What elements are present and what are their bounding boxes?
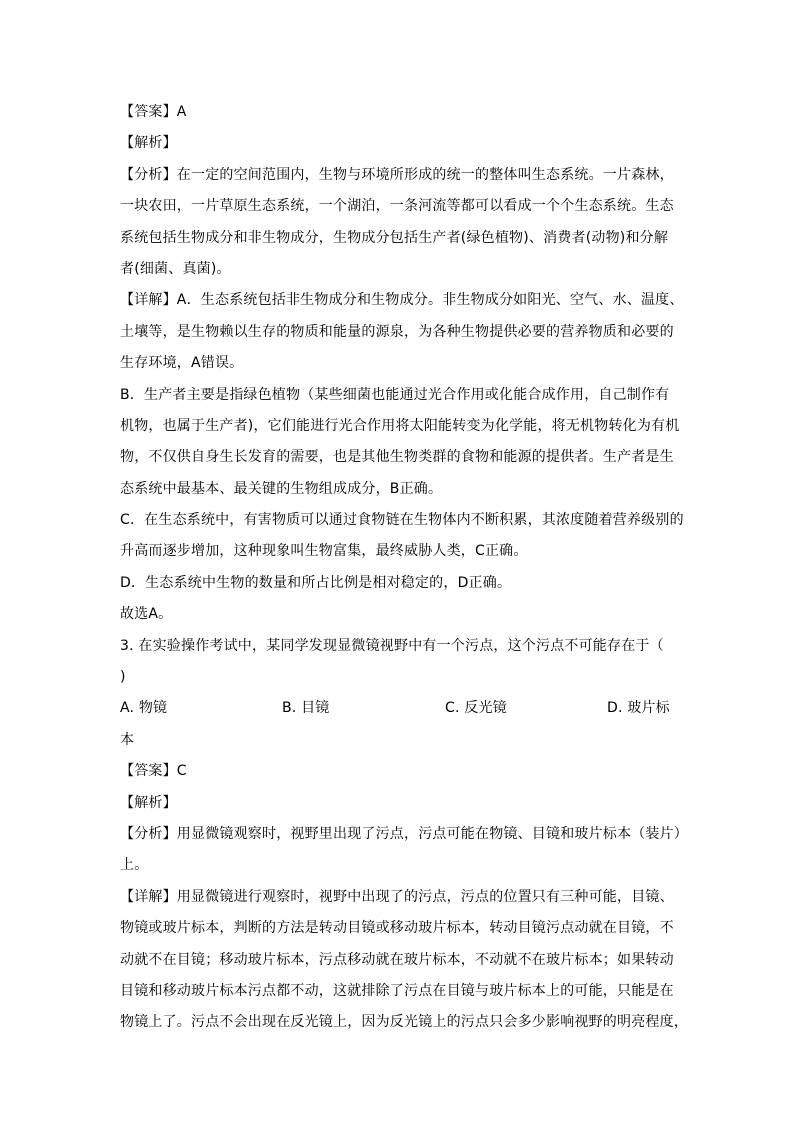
- text-line: 机物，也属于生产者)，它们能进行光合作用将太阳能转变为化学能，将无机物转化为有机: [120, 417, 680, 434]
- text-line: 升高而逐步增加，这种现象叫生物富集，最终威胁人类，C正确。: [120, 543, 528, 560]
- text-line: 目镜和移动玻片标本污点都不动，这就排除了污点在目镜与玻片标本上的可能，只能是在: [120, 982, 674, 999]
- answer-explanation-q2: [120, 97, 690, 693]
- text-line: 【答案】A: [120, 104, 187, 120]
- text-line: 物，不仅供自身生长发育的需要，也是其他生物类群的食物和能源的提供者。生产者是生: [120, 449, 674, 466]
- text-line: 【详解】用显微镜进行观察时，视野中出现了的污点，污点的位置只有三种可能，目镜、: [120, 888, 674, 905]
- answer-explanation-q3: [120, 725, 690, 1039]
- text-line: 物镜或玻片标本，判断的方法是转动目镜或移动玻片标本，转动目镜污点动就在目镜，不: [120, 920, 674, 937]
- text-line: 生存环境，A错误。: [120, 355, 244, 372]
- text-line: 土壤等，是生物赖以生存的物质和能量的源泉，为各种生物提供必要的营养物质和必要的: [120, 323, 674, 340]
- text-line: 物镜上了。污点不会出现在反光镜上，因为反光镜上的污点只会多少影响视野的明亮程度，: [120, 1014, 688, 1031]
- option-a: A. 物镜: [120, 700, 168, 717]
- text-line: 上。: [120, 857, 149, 874]
- document-page: [120, 97, 690, 1039]
- text-line: 【解析】: [120, 794, 177, 811]
- text-line: 态系统中最基本、最关键的生物组成成分，B正确。: [120, 480, 443, 497]
- text-line: 系统包括生物成分和非生物成分，生物成分包括生产者(绿色植物)、消费者(动物)和分解: [120, 229, 669, 246]
- option-c: C. 反光镜: [445, 700, 507, 717]
- text-line: 3. 在实验操作考试中，某同学发现显微镜视野中有一个污点，这个污点不可能存在于（: [120, 637, 664, 654]
- text-line: D．生态系统中生物的数量和所占比例是相对稳定的，D正确。: [120, 574, 512, 591]
- text-line: ): [120, 669, 126, 686]
- text-line: 本: [120, 731, 135, 748]
- text-line: C．在生态系统中，有害物质可以通过食物链在生物体内不断积累，其浓度随着营养级别的: [120, 512, 684, 529]
- option-b: B. 目镜: [282, 700, 330, 717]
- text-line: 一块农田，一片草原生态系统，一个湖泊，一条河流等都可以看成一个个生态系统。生态: [120, 198, 674, 215]
- text-line: 者(细菌、真菌)。: [120, 260, 231, 277]
- text-line: 【分析】用显微镜观察时，视野里出现了污点，污点可能在物镜、目镜和玻片标本（装片）: [120, 825, 688, 842]
- option-d: D. 玻片标: [607, 700, 670, 717]
- text-line: 【解析】: [120, 135, 177, 152]
- text-line: 故选A。: [120, 606, 173, 623]
- text-line: 【答案】C: [120, 763, 187, 780]
- text-line: 【分析】在一定的空间范围内，生物与环境所形成的统一的整体叫生态系统。一片森林，: [120, 166, 674, 183]
- text-line: B．生产者主要是指绿色植物（某些细菌也能通过光合作用或化能合成作用，自己制作有: [120, 386, 670, 403]
- question-3-options: [120, 693, 690, 724]
- text-line: 【详解】A．生态系统包括非生物成分和生物成分。非生物成分如阳光、空气、水、温度、: [120, 292, 684, 309]
- text-line: 动就不在目镜；移动玻片标本，污点移动就在玻片标本，不动就不在玻片标本；如果转动: [120, 951, 674, 968]
